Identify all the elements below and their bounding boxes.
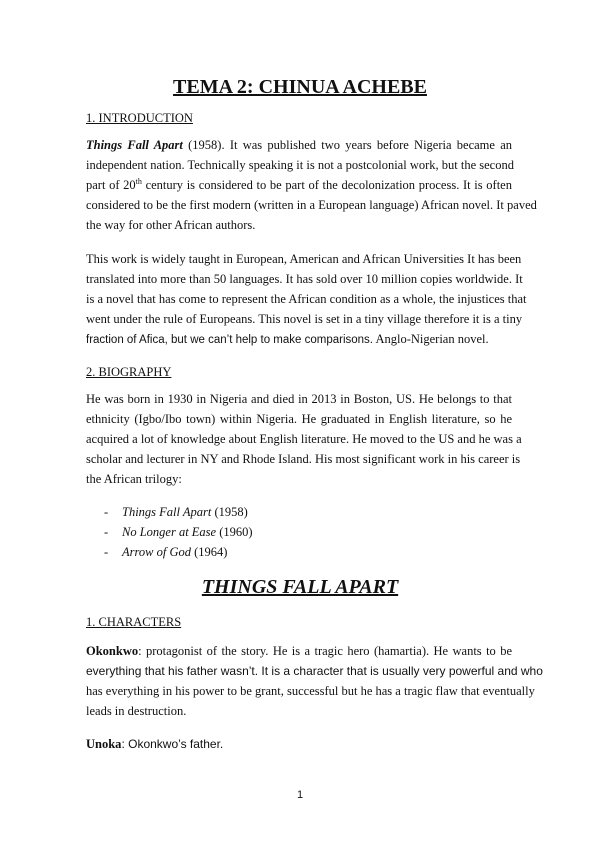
text-line <box>86 135 512 155</box>
paragraph-introduction-1 <box>86 135 537 235</box>
page-title: TEMA 2: CHINUA ACHEBE <box>173 76 427 98</box>
text-fragment: part of 20 <box>86 178 136 192</box>
text-line: the way for other African authors. <box>86 218 256 232</box>
list-dash: - <box>104 505 109 519</box>
text-line <box>86 175 512 195</box>
section-heading-characters: 1. CHARACTERS <box>86 615 182 629</box>
text-line: ethnicity (Igbo/Ibo town) within Nigeria. He graduated in English literature, so he <box>86 412 512 426</box>
paragraph-okonkwo <box>86 641 543 721</box>
list-dash: - <box>104 545 109 559</box>
text-line: leads in destruction. <box>86 704 187 718</box>
section-heading-introduction: 1. INTRODUCTION <box>86 111 193 125</box>
book-title: Things Fall Apart <box>122 505 212 519</box>
book-year: (1958) <box>211 505 248 519</box>
book-year: (1960) <box>216 525 253 539</box>
text-line <box>86 734 512 754</box>
text-fragment: : protagonist of the story. He is a tragic hero (hamartia). He wants to be <box>138 644 512 658</box>
list-dash: - <box>104 525 109 539</box>
text-line <box>86 641 512 661</box>
text-line: acquired a lot of knowledge about English literature. He moved to the US and he was a <box>86 432 522 446</box>
character-name: Unoka <box>86 737 122 751</box>
page-number: 1 <box>296 789 304 801</box>
text-line: went under the rule of Europeans. This novel is set in a tiny village therefore it is a tiny <box>86 312 523 326</box>
text-line: has everything in his power to be grant, successful but he has a tragic flaw that eventually <box>86 684 535 698</box>
trilogy-list <box>104 502 253 562</box>
text-line: independent nation. Technically speaking it is not a postcolonial work, but the second <box>86 158 514 172</box>
paragraph-unoka <box>86 734 512 754</box>
text-fragment: : Okonkwo’s father. <box>121 737 224 751</box>
text-line: scholar and lecturer in NY and Rhode Island. His most significant work in his career is <box>86 452 521 466</box>
list-item <box>104 542 253 562</box>
text-line <box>86 329 512 350</box>
section-heading-biography: 2. BIOGRAPHY <box>86 365 172 379</box>
paragraph-biography <box>86 389 522 489</box>
text-line: translated into more than 50 languages. It has sold over 10 million copies worldwide. It <box>86 272 523 286</box>
text-fragment: Anglo-Nigerian novel. <box>373 332 489 346</box>
list-item <box>104 502 253 522</box>
text-fragment: fraction of Afica, but we can’t help to make comparisons. <box>86 334 374 346</box>
paragraph-introduction-2 <box>86 249 527 350</box>
book-title: No Longer at Ease <box>122 525 217 539</box>
text-fragment: (1958). It was published two years before Nigeria became an <box>182 138 512 152</box>
section-title-things-fall-apart: THINGS FALL APART <box>201 576 399 598</box>
book-year: (1964) <box>191 545 228 559</box>
character-name: Okonkwo <box>86 644 139 658</box>
book-title: Things Fall Apart <box>86 138 183 152</box>
text-line: the African trilogy: <box>86 472 182 486</box>
text-line: considered to be the first modern (written in a European language) African novel. It paved <box>86 198 537 212</box>
text-line: This work is widely taught in European, American and African Universities It has been <box>86 252 522 266</box>
text-line: He was born in 1930 in Nigeria and died in 2013 in Boston, US. He belongs to that <box>86 392 512 406</box>
book-title: Arrow of God <box>122 545 191 559</box>
text-line: is a novel that has come to represent the African condition as a whole, the injustices that <box>86 292 527 306</box>
text-line: everything that his father wasn’t. It is a character that is usually very powerful and who <box>86 664 543 678</box>
text-fragment: century is considered to be part of the decolonization process. It is often <box>141 178 512 192</box>
superscript: th <box>135 176 142 186</box>
list-item <box>104 522 253 542</box>
